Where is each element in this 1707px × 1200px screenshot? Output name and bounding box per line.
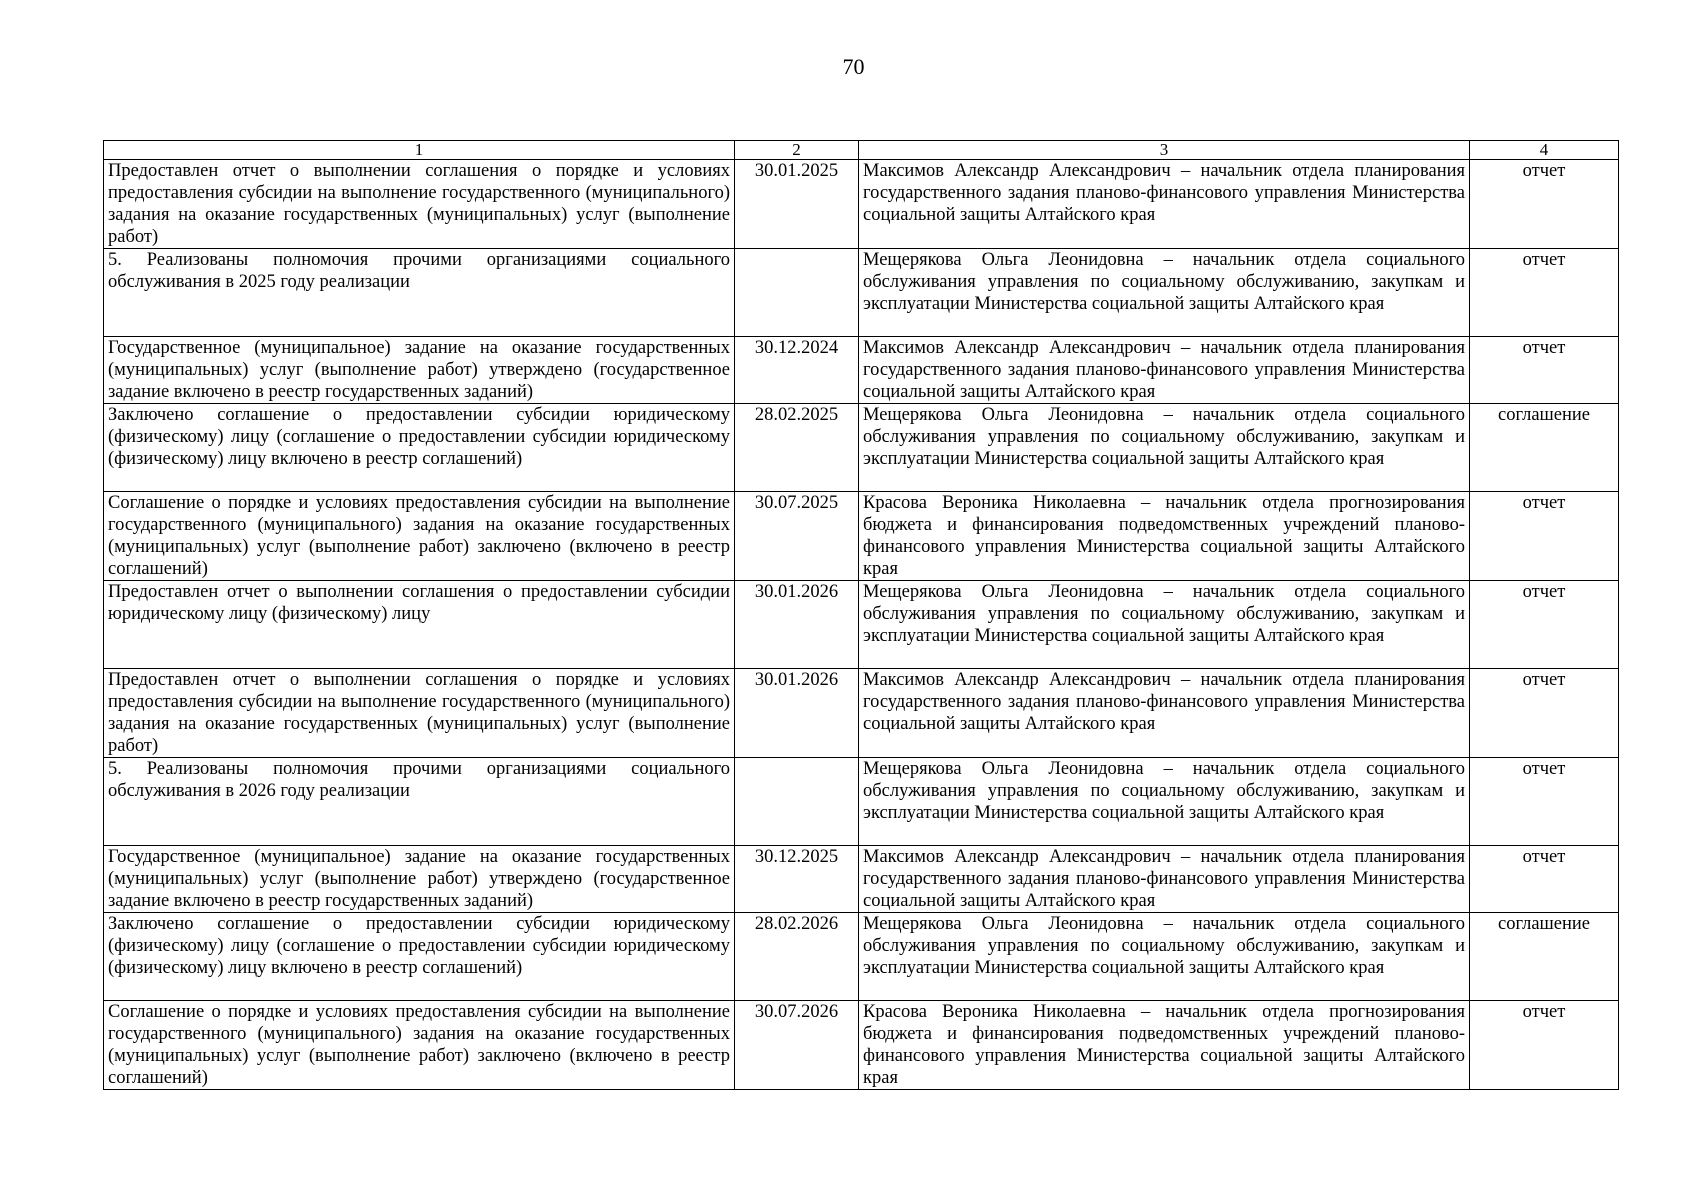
event-cell: Заключено соглашение о предоставлении субсидии юридическому (физическому) лицу (соглашение о предоставлении субсидии юридическому (физическому) лицу включено в реестр соглашений): [104, 404, 735, 492]
table-header-row: [104, 141, 1619, 160]
responsible-cell: Красова Вероника Николаевна – начальник отдела прогнозирования бюджета и финансирования подведомственных учреждений планово-финансового управления Министерства социальной защиты Алтайского края: [859, 492, 1470, 581]
table-row: [104, 758, 1619, 846]
document-cell: отчет: [1470, 160, 1619, 249]
date-cell: 30.07.2026: [735, 1001, 859, 1090]
event-cell: Заключено соглашение о предоставлении субсидии юридическому (физическому) лицу (соглашение о предоставлении субсидии юридическому (физическому) лицу включено в реестр соглашений): [104, 913, 735, 1001]
column-header-3: 3: [859, 141, 1470, 160]
date-cell: [735, 249, 859, 337]
document-cell: отчет: [1470, 758, 1619, 846]
table-row: [104, 913, 1619, 1001]
responsible-cell: Максимов Александр Александрович – начальник отдела планирования государственного задания планово-финансового управления Министерства социальной защиты Алтайского края: [859, 337, 1470, 404]
date-cell: 30.01.2026: [735, 669, 859, 758]
responsible-cell: Максимов Александр Александрович – начальник отдела планирования государственного задания планово-финансового управления Министерства социальной защиты Алтайского края: [859, 669, 1470, 758]
document-cell: отчет: [1470, 492, 1619, 581]
document-cell: соглашение: [1470, 913, 1619, 1001]
column-header-1: 1: [104, 141, 735, 160]
table-row: [104, 846, 1619, 913]
document-cell: отчет: [1470, 669, 1619, 758]
column-header-2: 2: [735, 141, 859, 160]
document-cell: отчет: [1470, 846, 1619, 913]
responsible-cell: Красова Вероника Николаевна – начальник отдела прогнозирования бюджета и финансирования подведомственных учреждений планово-финансового управления Министерства социальной защиты Алтайского края: [859, 1001, 1470, 1090]
implementation-plan-table: [103, 140, 1619, 1090]
event-cell: Предоставлен отчет о выполнении соглашения о порядке и условиях предоставления субсидии на выполнение государственного (муниципального) задания на оказание государственных (муниципальных) услуг (выполнение работ): [104, 669, 735, 758]
document-cell: отчет: [1470, 581, 1619, 669]
event-cell: Предоставлен отчет о выполнении соглашения о предоставлении субсидии юридическому лицу (физическому) лицу: [104, 581, 735, 669]
event-cell: Государственное (муниципальное) задание на оказание государственных (муниципальных) услуг (выполнение работ) утверждено (государственное задание включено в реестр государственных заданий): [104, 846, 735, 913]
page-number: 70: [842, 54, 865, 79]
event-cell: 5. Реализованы полномочия прочими организациями социального обслуживания в 2026 году реализации: [104, 758, 735, 846]
document-cell: соглашение: [1470, 404, 1619, 492]
responsible-cell: Мещерякова Ольга Леонидовна – начальник отдела социального обслуживания управления по социальному обслуживанию, закупкам и эксплуатации Министерства социальной защиты Алтайского края: [859, 913, 1470, 1001]
table-row: [104, 1001, 1619, 1090]
table-row: [104, 160, 1619, 249]
event-cell: Соглашение о порядке и условиях предоставления субсидии на выполнение государственного (муниципального) задания на оказание государственных (муниципальных) услуг (выполнение работ) заключено (включено в реестр соглашений): [104, 492, 735, 581]
responsible-cell: Мещерякова Ольга Леонидовна – начальник отдела социального обслуживания управления по социальному обслуживанию, закупкам и эксплуатации Министерства социальной защиты Алтайского края: [859, 758, 1470, 846]
date-cell: 30.07.2025: [735, 492, 859, 581]
table-row: [104, 404, 1619, 492]
date-cell: 28.02.2025: [735, 404, 859, 492]
responsible-cell: Мещерякова Ольга Леонидовна – начальник отдела социального обслуживания управления по социальному обслуживанию, закупкам и эксплуатации Министерства социальной защиты Алтайского края: [859, 404, 1470, 492]
document-cell: отчет: [1470, 249, 1619, 337]
event-cell: Государственное (муниципальное) задание на оказание государственных (муниципальных) услуг (выполнение работ) утверждено (государственное задание включено в реестр государственных заданий): [104, 337, 735, 404]
column-header-4: 4: [1470, 141, 1619, 160]
table-row: [104, 581, 1619, 669]
table-row: [104, 669, 1619, 758]
table-row: [104, 337, 1619, 404]
responsible-cell: Максимов Александр Александрович – начальник отдела планирования государственного задания планово-финансового управления Министерства социальной защиты Алтайского края: [859, 846, 1470, 913]
date-cell: 28.02.2026: [735, 913, 859, 1001]
date-cell: 30.12.2025: [735, 846, 859, 913]
date-cell: 30.01.2026: [735, 581, 859, 669]
event-cell: Соглашение о порядке и условиях предоставления субсидии на выполнение государственного (муниципального) задания на оказание государственных (муниципальных) услуг (выполнение работ) заключено (включено в реестр соглашений): [104, 1001, 735, 1090]
table-row: [104, 492, 1619, 581]
document-cell: отчет: [1470, 337, 1619, 404]
date-cell: 30.01.2025: [735, 160, 859, 249]
responsible-cell: Максимов Александр Александрович – начальник отдела планирования государственного задания планово-финансового управления Министерства социальной защиты Алтайского края: [859, 160, 1470, 249]
table-row: [104, 249, 1619, 337]
event-cell: 5. Реализованы полномочия прочими организациями социального обслуживания в 2025 году реализации: [104, 249, 735, 337]
responsible-cell: Мещерякова Ольга Леонидовна – начальник отдела социального обслуживания управления по социальному обслуживанию, закупкам и эксплуатации Министерства социальной защиты Алтайского края: [859, 249, 1470, 337]
responsible-cell: Мещерякова Ольга Леонидовна – начальник отдела социального обслуживания управления по социальному обслуживанию, закупкам и эксплуатации Министерства социальной защиты Алтайского края: [859, 581, 1470, 669]
document-cell: отчет: [1470, 1001, 1619, 1090]
date-cell: [735, 758, 859, 846]
date-cell: 30.12.2024: [735, 337, 859, 404]
event-cell: Предоставлен отчет о выполнении соглашения о порядке и условиях предоставления субсидии на выполнение государственного (муниципального) задания на оказание государственных (муниципальных) услуг (выполнение работ): [104, 160, 735, 249]
